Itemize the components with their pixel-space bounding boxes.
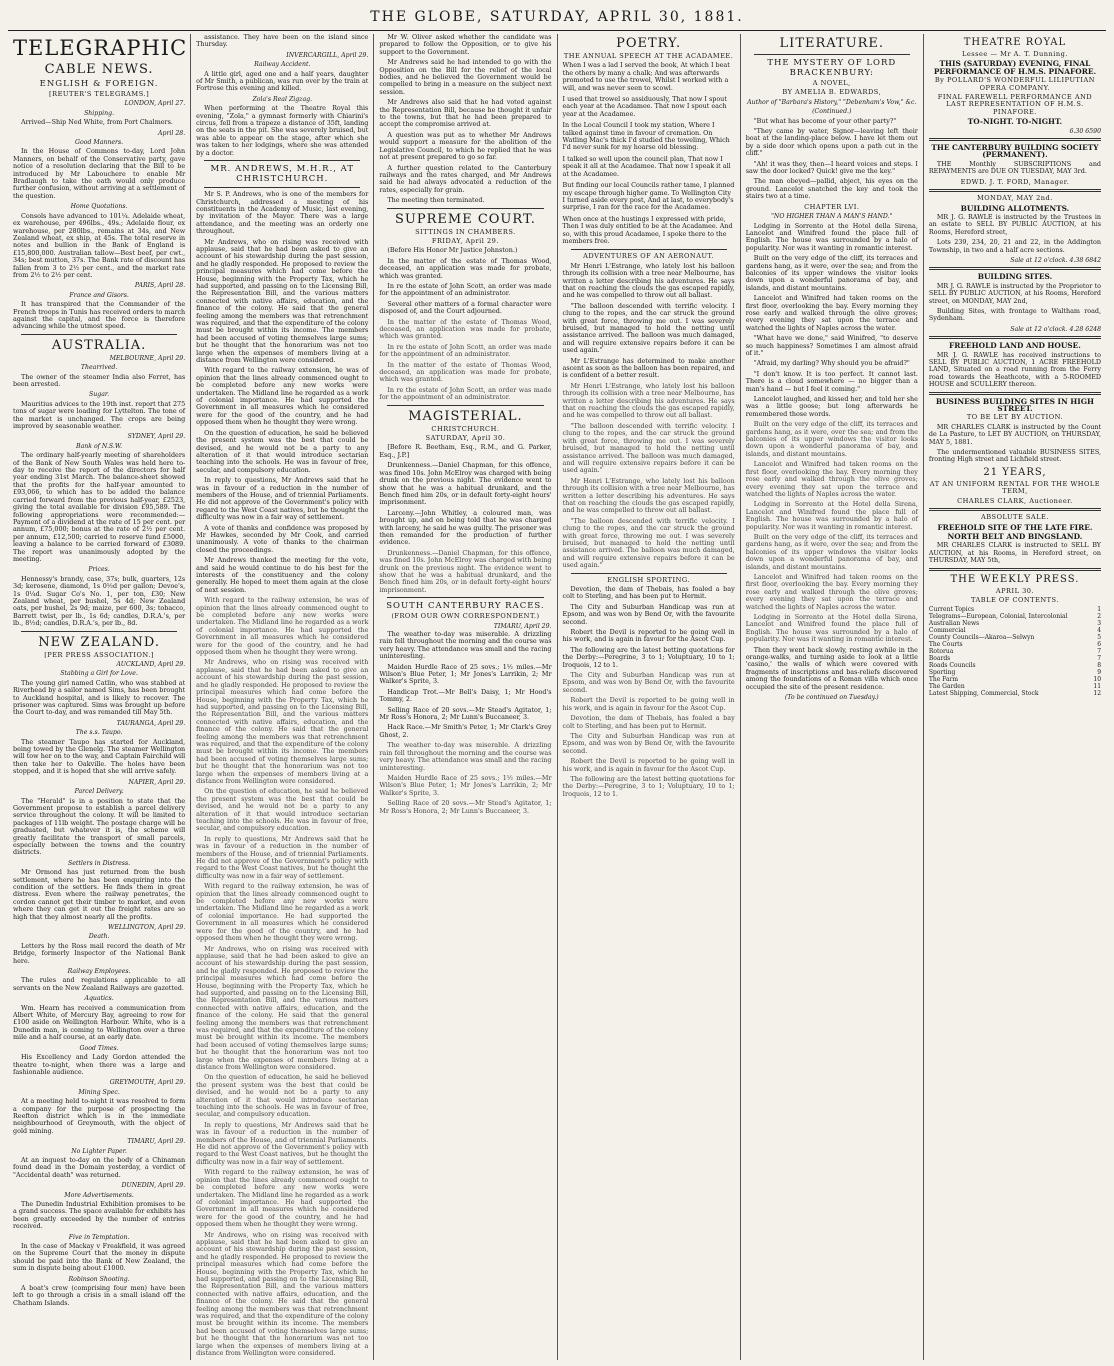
dateline: DUNEDIN, April 29. (121, 1182, 186, 1190)
subheading: Railway Employees. (67, 968, 131, 976)
toc-page: 7 (1097, 655, 1102, 663)
ad-text: MR CHARLES CLARK is instructed to SELL BY AUCTION, at his Rooms, in Hereford street, on THURSDAY, MAY 5th, (928, 541, 1102, 565)
article-text: Mr Andrews, who on rising was received with applause, said that he had been asked to give an account of his stewardship during the past session, and he gladly responded. He proposed to review the principal measures which had come before the House, beginning with the Property Tax, which he had supported, and passing on to the Licensing Bill, the Representation Bill, and the various matters connected with native affairs, education, and the finance of the colony. He said that the general feeling among the members was that retrenchment was required, and that the expenditure of the colony must be brought within its income. The members had been accused of voting themselves large sums; but he thought that the honorarium was not too large when the expenses of members living at a distance from Wellington were considered. (196, 658, 369, 785)
dateline: GREYMOUTH, April 29. (109, 1079, 186, 1087)
article-text: Mr Andrews thanked the meeting for the vote, and said he would continue to do his best for the interests of the constituency and the colony generally. He hoped to meet them again at the close of next session. (196, 556, 369, 594)
article-text: In re the estate of John Scott, an order was made for the appointment of an administrator. (379, 342, 552, 359)
toc-row (929, 655, 1101, 662)
article-text: In reply to questions, Mr Andrews said that he was in favour of a reduction in the number of members of the House, and of triennial Parliaments. He did not approve of the Government's policy with regard to the West Coast natives, but he thought the difficulty was now in a fair way of settlement. (196, 834, 369, 880)
poem-stanza: In the Local Council I took my station, Where I talked against time in favour of cremation. On Watling Mac's thick I'd studied the toweling, Which I'd never sunk for my hoarse old blessing. (562, 121, 730, 152)
article-text: In reply to questions, Mr Andrews said that he was in favour of a reduction in the number of members of the House, and of triennial Parliaments. He did not approve of the Government's policy with regard to the West Coast natives, but he thought the difficulty was now in a fair way of settlement. (196, 1120, 369, 1166)
article-text: In the case of Mackay v Freakfield, it was agreed on the Supreme Court that the money in dispute should be paid into the Bank of New Zealand, the sum in dispute being about £1000. (13, 1242, 186, 1273)
ad-text: TO-NIGHT. TO-NIGHT. (967, 117, 1063, 127)
toc-page: 5 (1097, 634, 1102, 642)
dateline: TIMARU, April 29. (127, 1138, 186, 1146)
toc-row (929, 627, 1101, 634)
article-text: In reply to questions, Mr Andrews said that he was in favour of a reduction in the number of members of the House, and of triennial Parliaments. He did not approve of the Government's policy with regard to the West Coast natives, but he thought the difficulty was now in a fair way of settlement. (196, 476, 369, 522)
subheading: Good Times. (79, 1044, 119, 1052)
subheading: Railway Accident. (254, 61, 311, 69)
article-text: Larceny.—John Whitley, a coloured man, was brought up, and on being told that he was charged with larceny, he said he was guilty. The prisoner was then remanded for the production of further evidence. (379, 508, 552, 547)
subheading: Prices. (88, 566, 110, 574)
subheading: Home Quotations. (70, 203, 128, 211)
chapter-heading: CHAPTER LVI. (804, 202, 860, 211)
section-heading: SUPREME COURT. (395, 211, 536, 227)
article-heading: MR. ANDREWS, M.H.R., AT CHRISTCHURCH. (210, 164, 355, 185)
section-heading: NEW ZEALAND. (38, 634, 160, 650)
section-heading: MAGISTERIAL. (408, 408, 523, 424)
article-text: With regard to the railway extension, he was of opinion that the lines already commenced ought to be completed before any new works were undertaken. The Midland line he regarded as a work of colonial importance. He had supported the Government in all measures which he considered were for the good of the country, and he had opposed them when he thought they were wrong. (196, 366, 369, 427)
toc-entry: Telegrams—European, Colonial, Intercolonial (928, 613, 1068, 621)
toc-page: 9 (1097, 669, 1102, 677)
ad-ref: 6.30 6590 (1069, 127, 1102, 135)
novel-subtitle: A NOVEL, (812, 79, 851, 87)
toc-row (929, 613, 1101, 620)
toc-entry: Sporting (928, 669, 956, 677)
toc-page: 12 (1093, 690, 1102, 698)
article-text: Mr Ormond has just returned from the bush settlement, where he has been enquiring into the condition of the settlers. He finds them in great distress. Even where the railway penetrates, the cordon cannot get their timber to market, and even where they can get it out the freight rates are so high that they almost nearly all the profits. (13, 868, 186, 921)
toc-row (929, 669, 1101, 676)
ad-text: MR CHARLES CLARK is instructed by the Count de La Pasture, to LET BY AUCTION, on THURSDAY, MAY 5, 1881. (928, 422, 1102, 446)
article-text: Mr L'Estrange has determined to make another ascent as soon as the balloon has been repaired, and is confident of a better result. (562, 356, 735, 380)
ad-title: FREEHOLD SITE OF THE LATE FIRE. (937, 522, 1093, 532)
subheading: Mining Spec. (78, 1088, 120, 1096)
ad-text: EDWD. J. T. FORD, Manager. (960, 177, 1070, 186)
column-literature (740, 34, 923, 1360)
article-text: The City and Suburban Handicap was run at Epsom, and was won by Bend Or, with the favourite second. (562, 602, 735, 626)
article-text: Hennessy's brandy, case, 37s; bulk, quarters, 12s 3d; kerosene, diamond, 1s 0½d per gallon; Devoe's, 1s 0¼d. Sugar Co's No. 1, per ton, £30; New Zealand wheat, per bushel, 5s 4d; New Zealand oats, per bushel, 2s 9d; maize, per 600, 3s; tobacco, Barrett twist, per lb., 1s 6d; candles, D.R.A.'s, per lb., 8½d; candles, D.R.A.'s, per lb., 8d. (13, 574, 186, 628)
column-court-news (373, 34, 556, 1360)
author-credit: Author of "Barbara's History," "Debenham's Vow," &c. (747, 98, 917, 106)
ad-text: MR J. G. RAWLE has received instructions to SELL BY PUBLIC AUCTION, 1 ACRE FREEHOLD LAND, Situated on a road running from the Ferry road towards the Heathcote, with a 5-ROOMED HOUSE and SCULLERY thereon. (928, 350, 1102, 389)
article-text: The weather to-day was miserable. A drizzling rain fell throughout the morning and the course was very heavy. The attendance was small and the racing uninteresting. (379, 741, 552, 772)
article-text: It has transpired that the Commander of the French troops in Tunis has received orders to march against the capital, and the force is therefore advancing while the utmost speed. (13, 300, 186, 331)
subheading: No Lighter Paper. (71, 1147, 127, 1155)
article-text: Lodging in Sorrento at the Hotel della Sirena, Lancelot and Winifred found the place full of English. The house was surrounded by a halo of popularity. Nor was it wanting in romantic interest. (745, 613, 918, 644)
dateline: April 28. (158, 129, 186, 137)
subheading: Aquatics. (84, 995, 114, 1003)
toc-entry: Current Topics (928, 606, 975, 614)
subheading: Five in Temptation. (68, 1233, 130, 1241)
column-news-continued (190, 34, 373, 1360)
toc-row (929, 676, 1101, 683)
article-text: Consols have advanced to 101¼. Adelaide wheat, ex warehouse, per 496lbs., 49s.; Adelaide flour, ex warehouse, per 280lbs., remains at 34s, and New Zealand wheat, ex ship, at 45s. The total reserve in notes and bullion in the Bank of England is £15,800,000. Australian tallow—Best beef, per cwt., 34s; best mutton, 37s. The Bank rate of discount has fallen from 3 to 2½ per cent., and the market rate from 2½ to 2½ per cent. (13, 211, 186, 279)
article-text: Hack Race.—Mr Smith's Peter, 1; Mr Clark's Grey Ghost, 2. (379, 723, 552, 739)
ad-text: Lessee — Mr A. T. Dunning. (961, 50, 1068, 58)
dateline: WELLINGTON, April 29. (107, 924, 186, 931)
toc-row (929, 634, 1101, 641)
to-be-continued: (To be continued on Tuesday.) (784, 694, 879, 702)
toc-page: 4 (1097, 627, 1102, 635)
article-text: The following are the latest betting quotations for the Derby:—Peregrine, 3 to 1; Voluptuary, 10 to 1; Iroquois, 12 to 1. (562, 645, 735, 669)
toc-entry: The Garden (928, 683, 965, 691)
ad-text: TABLE OF CONTENTS. (970, 595, 1059, 604)
toc-row (929, 683, 1101, 690)
dateline: AUCKLAND, April 29. (116, 661, 186, 668)
section-heading: AUSTRALIA. (51, 337, 147, 353)
article-text: Mr Henri L'Estrange, who lately lost his balloon through its collision with a tree near Melbourne, has written a letter describing his adventures. He says that on reaching the clouds the gas escaped rapidly, and he was compelled to throw out all ballast. (562, 381, 735, 420)
article-text: Lancelot and Winifred had taken rooms on the first floor, overlooking the bay. Every morning they rose early and walked through the olive groves; every evening they sat upon the terrace and watched the lights of Naples across the water. (745, 572, 918, 611)
article-text: Mr Andrews said he had intended to go with the Opposition on the Bill for the relief of the local bodies, and he believed the Government would be compelled to bring in a measure on the subject next session. (379, 58, 552, 96)
masthead: THE GLOBE, SATURDAY, APRIL 30, 1881. (8, 4, 1106, 31)
subheading: Shipping. (84, 109, 115, 117)
toc-row (929, 641, 1101, 648)
ad-text: Building Sites, with frontage to Waltham road, Sydenham. (928, 306, 1102, 323)
article-text: Handicap Trot.—Mr Bell's Daisy, 1; Mr Hood's Tommy, 2. (379, 687, 552, 704)
ad-text: MR J. G. RAWLE is instructed by the Proprietor to SELL BY PUBLIC AUCTION, at his Rooms, Hereford street, on MONDAY, MAY 2nd, (928, 281, 1102, 305)
article-text: In the matter of the estate of Thomas Wood, deceased, an application was made for probate, which was granted. (379, 317, 552, 341)
article-text: On the question of education, he said he believed the present system was the best that could be devised, and he would not be a party to any alteration of it that would introduce sectarian teaching into the schools. He was in favour of free, secular, and compulsory education. (196, 787, 369, 833)
toc-page: 7 (1097, 648, 1102, 656)
section-heading: LITERATURE. (779, 36, 884, 51)
article-text: On the question of education, he said he believed the present system was the best that could be devised, and he would not be a party to any alteration of it that would introduce sectarian teaching into the schools. He was in favour of free, secular, and compulsory education. (196, 428, 369, 474)
article-text: The City and Suburban Handicap was run at Epsom, and was won by Bend Or, with the favourite second. (562, 671, 735, 694)
toc-entry: Commercial (928, 627, 966, 635)
article-text: Mr W. Oliver asked whether the candidate was prepared to follow the Opposition, or to give his support to the Government. (379, 34, 552, 56)
novel-author: BY AMELIA B. EDWARDS, (782, 88, 882, 97)
article-text: On the question of education, he said he believed the present system was the best that could be devised, and he would not be a party to any alteration of it that would introduce sectarian teaching into the schools. He was in favour of free, secular, and compulsory education. (196, 1073, 369, 1119)
ad-text: The undermentioned valuable BUSINESS SITES, fronting High street and Lichfield street. (928, 448, 1102, 464)
table-of-contents (929, 606, 1101, 697)
article-heading: ADVENTURES OF AN AERONAUT. (583, 252, 715, 261)
article-text: In the matter of the estate of Thomas Wood, deceased, an application was made for probate, which was granted. (379, 360, 552, 384)
ad-text: APRIL 30. (995, 586, 1035, 595)
ad-text: AT AN UNIFORM RENTAL FOR THE WHOLE TERM, (929, 479, 1101, 496)
subheading: Settlers in Distress. (68, 859, 131, 867)
article-text: Maiden Hurdle Race of 25 sovs.; 1½ miles.—Mr Wilson's Blue Peter, 1; Mr Jones's Larrikin, 2; Mr Walker's Sprite, 3. (379, 662, 552, 686)
chapter-subtitle: "NO HIGHER THAN A MAN'S HAND." (771, 213, 893, 221)
toc-entry: Latest Shipping, Commercial, Stock (928, 690, 1039, 698)
column-telegraphic (8, 34, 190, 1360)
article-text: With regard to the railway extension, he was of opinion that the lines already commenced ought to be completed before any new works were undertaken. The Midland line he regarded as a work of colonial importance. He had supported the Government in all measures which he considered were for the good of the country, and he had opposed them when he thought they were wrong. (196, 1168, 369, 1229)
ad-text: TO BE LET BY AUCTION. (966, 413, 1064, 422)
ad-heading: THE CANTERBURY BUILDING SOCIETY (PERMANENT). (931, 143, 1099, 160)
article-text: Built on the very edge of the cliff, its terraces and gardens hang, as it were, over the sea; and from the balconies of its upper windows the visitor looks down upon a wonderful panorama of bay, and islands, and distant mountains. (745, 532, 918, 571)
article-text: The following are the latest betting quotations for the Derby:—Peregrine, 3 to 1; Voluptuary, 10 to 1; Iroquois, 12 to 1. (562, 774, 735, 798)
article-text: His Excellency and Lady Gordon attended the theatre to-night, when there was a large and fashionable audience. (13, 1053, 186, 1076)
article-text: At an inquest to-day on the body of a Chinaman found dead in the Domain yesterday, a verdict of "Accidental death" was returned. (13, 1155, 186, 1179)
article-text: The owner of the steamer India also Ferret, has been arrested. (13, 372, 186, 388)
novel-title: THE MYSTERY OF LORD BRACKENBURY: (767, 58, 897, 78)
ad-title: FREEHOLD LAND AND HOUSE. (949, 341, 1081, 351)
article-text: "They came by water, Signor—leaving left their boat at the landing-place below. I have let them out by a side door which opens upon a path cut in the cliff." (745, 127, 918, 158)
subheading: Thearrived. (80, 364, 118, 372)
ad-text: THIS (SATURDAY) EVENING, FINAL PERFORMANCE OF H.M.S. PINAFORE. (933, 59, 1097, 76)
article-text: Wm. Hearn has received a communication from Albert White, of Mercury Bay, agreeing to row for £100 aside on Wellington Harbour. White, who is a Dunedin man, is coming to Wellington over a three mile and a half course, at an early date. (13, 1003, 186, 1042)
ad-heading: ABSOLUTE SALE. (980, 513, 1049, 522)
toc-row (929, 648, 1101, 655)
section-heading: POETRY. (616, 36, 682, 51)
toc-row (929, 662, 1101, 669)
toc-page: 1 (1097, 606, 1102, 614)
article-text: The young girl named Catlin, who was stabbed at Riverhead by a sailor named Sims, has been brought to Auckland hospital, and is likely to recover. The prisoner was captured. Sims was brought up before the Court to-day, and was remanded till May 5th. (13, 678, 186, 717)
article-text: Robert the Devil is reported to be going well in his work, and is again in favour for the Ascot Cup. (562, 757, 735, 773)
article-text: "The balloon descended with terrific velocity. I clung to the ropes, and the car struck the ground with great force, throwing me out. I was severely bruised, but managed to hold the netting until assistance arrived. The balloon was much damaged, and will require extensive repairs before it can be used again." (562, 421, 735, 475)
article-text: With regard to the railway extension, he was of opinion that the lines already commenced ought to be completed before any new works were undertaken. The Midland line he regarded as a work of colonial importance. He had supported the Government in all measures which he considered were for the good of the country, and he had opposed them when he thought they were wrong. (196, 596, 369, 657)
continued-note: (Continued.) (812, 108, 852, 116)
subheading: Bank of N.S.W. (76, 442, 123, 450)
toc-entry: Boards (928, 655, 951, 663)
article-text: Mr Andrews, who on rising was received with applause, said that he had been asked to give an account of his stewardship during the past session, and he gladly responded. He proposed to review the principal measures which had come before the House, beginning with the Property Tax, which he had supported, and passing on to the Licensing Bill, the Representation Bill, and the various matters connected with native affairs, education, and the finance of the colony. He said that the general feeling among the members was that retrenchment was required, and that the expenditure of the colony must be brought within its income. The members had been accused of voting themselves large sums; but he thought that the honorarium was not too large when the expenses of members living at a distance from Wellington were considered. (196, 1230, 369, 1358)
article-text: The rules and regulations applicable to all servants on the New Zealand Railways are gazetted. (13, 976, 186, 992)
toc-row (929, 620, 1101, 627)
subheading: (FROM OUR OWN CORRESPONDENT.) (391, 612, 540, 621)
toc-row (929, 690, 1101, 697)
article-text: Mr Henri L'Estrange, who lately lost his balloon through its collision with a tree near Melbourne, has written a letter describing his adventures. He says that on reaching the clouds the gas escaped rapidly, and he was compelled to throw out all ballast. (562, 261, 735, 300)
article-text: Arrived—Ship Ned White, from Port Chalmers. (21, 118, 173, 127)
article-text: In re the estate of John Scott, an order was made for the appointment of an administrator. (379, 281, 552, 298)
article-text: Lodging in Sorrento at the Hotel della Sirena, Lancelot and Winifred found the place full of English. The house was surrounded by a halo of popularity. Nor was it wanting in romantic interest. (745, 500, 918, 531)
article-text: "The balloon descended with terrific velocity. I clung to the ropes, and the car struck the ground with great force, throwing me out. I was severely bruised, but managed to hold the netting until assistance arrived. The balloon was much damaged, and will require extensive repairs before it can be used again." (562, 516, 735, 570)
article-text: In the House of Commons to-day, Lord John Manners, on behalf of the Conservative party, gave notice of a resolution declaring that the Bill to be introduced by Mr Labouchere to enable Mr Bradlaugh to take the oath would only produce further confusion, without arriving at a settlement of the question. (13, 147, 186, 200)
article-text: A further question related to the Canterbury railways and the rates charged, and Mr Andrews said he had always advocated a reduction of the rates, especially for grain. (379, 163, 552, 194)
poem-title: THE ANNUAL SPEECH AT THE ACADAMEE. (563, 52, 734, 60)
article-text: In re the estate of John Scott, an order was made for the appointment of an administrator. (379, 385, 552, 402)
toc-entry: The Courts (928, 641, 963, 649)
article-text: Mr Henri L'Estrange, who lately lost his balloon through its collision with a tree near Melbourne, has written a letter describing his adventures. He says that on reaching the clouds the gas escaped rapidly, and he was compelled to throw out all ballast. (562, 476, 735, 515)
poem (563, 62, 735, 245)
article-text: Selling Race of 20 sovs.—Mr Stead's Agitator, 1; Mr Ross's Honora, 2; Mr Lunn's Buccaneer, 3. (379, 799, 552, 815)
article-text: Built on the very edge of the cliff, its terraces and gardens hang, as it were, over the sea; and from the balconies of its upper windows the visitor looks down upon a wonderful panorama of bay, and islands, and distant mountains. (745, 254, 918, 292)
article-heading: ENGLISH SPORTING. (607, 575, 690, 584)
poem-stanza: I talked so well upon the council plan, That now I speak it all at the Acadamee. That now I speak it all at the Acadamee. (562, 154, 731, 178)
ad-title: BUSINESS BUILDING SITES IN HIGH STREET. (935, 396, 1095, 414)
article-text: At a meeting held to-night it was resolved to form a company for the purpose of prospecting the Reefton district which is in the immediate neighbourhood of Greymouth, with the object of gold mining. (13, 1097, 186, 1135)
toc-entry: The Farm (928, 676, 959, 684)
article-text: With regard to the railway extension, he was of opinion that the lines already commenced ought to be completed before any new works were undertaken. The Midland line he regarded as a work of colonial importance. He had supported the Government in all measures which he considered were for the good of the country, and he had opposed them when he thought they were wrong. (196, 882, 369, 943)
article-text: Lancelot and Winifred had taken rooms on the first floor, overlooking the bay. Every morning they rose early and walked through the olive groves; every evening they sat upon the terrace and watched the lights of Naples across the water. (745, 460, 918, 498)
ad-text: CHARLES CLARK, Auctioneer. (957, 496, 1073, 505)
toc-page: 8 (1097, 662, 1102, 670)
article-text: The steamer Taupo has started for Auckland, being towed by the Glenelg. The steamer Wellington will tow her on to the way, and Captain Fairchild will then take her to Oakville. The holes have been stopped, and it is hoped that she will arrive safely. (13, 737, 186, 776)
article-text: Several other matters of a formal character were disposed of, and the Court adjourned. (379, 299, 552, 316)
article-text: "What have we done," said Winifred, "to deserve so much happiness? Sometimes I am almost afraid of it." (745, 334, 918, 357)
subheading: Good Manners. (75, 139, 124, 147)
toc-page: 6 (1097, 641, 1102, 649)
article-text: (Before His Honor Mr Justice Johnston.) (387, 246, 518, 255)
article-text: A little girl, aged one and a half years, daughter of Mr Smith, a publican, was run over by the train at Fortrose this evening and killed. (196, 69, 369, 93)
article-text: In the matter of the estate of Thomas Wood, deceased, an application was made for probate, which was granted. (379, 256, 552, 280)
ad-lease-term: 21 YEARS, (983, 466, 1047, 478)
toc-entry: Roads Councils (928, 662, 976, 670)
article-text: Mr S. P. Andrews, who is one of the members for Christchurch, addressed a meeting of his constituents in the Academy of Music, last evening, by invitation of the Mayor. There was a large attendance, and the meeting was an orderly one throughout. (196, 190, 369, 236)
article-text: The weather to-day was miserable. A drizzling rain fell throughout the morning and the course was very heavy. The attendance was small and the racing uninteresting. (379, 630, 552, 661)
ad-heading: THE WEEKLY PRESS. (950, 573, 1080, 585)
article-text: The man obeyed—pallid, abject, his eyes on the ground. Lancelot snatched the key and took the stairs two at a time. (745, 177, 918, 201)
poem-stanza: When once at the hustings I expressed with pride, Then I was duly entitled to be at the Acadamee. And so, with this proud Acadamee, I spoke there to the members free. (562, 214, 733, 245)
article-text: Then they went back slowly, resting awhile in the orange-walks, and turning aside to look at a little 'casino,' the walls of which were covered with fragments of inscriptions and bas-reliefs discovered among the foundations of a Roman villa which once occupied the site of the present residence. (745, 645, 918, 691)
article-text: Lancelot and Winifred had taken rooms on the first floor, overlooking the bay. Every morning they rose early and walked through the olive groves; every evening they sat upon the terrace and watched the lights of Naples across the water. (745, 294, 918, 332)
article-text: When performing at the Theatre Royal this evening, "Zola," a gymnast formerly with Chiarini's circus, fell from a trapeze a distance of 35ft, landing on the seats in the pit. She was severely bruised, but was able to appear on the stage, after which she was taken to her lodgings, where she was attended by a doctor. (196, 104, 369, 157)
article-text: [Before R. Beetham, Esq., R.M., and G. Parker, Esq., J.P.] (379, 443, 552, 459)
toc-page: 11 (1093, 683, 1102, 691)
toc-entry: Rotorua (928, 648, 954, 656)
dateline: NAPIER, April 29. (128, 778, 186, 786)
section-heading: ENGLISH & FOREIGN. (39, 79, 159, 89)
article-text: Robert the Devil is reported to be going well in his work, and is again in favour for the Ascot Cup. (562, 628, 735, 644)
toc-row (929, 606, 1101, 613)
ad-heading: MONDAY, MAY 2nd. (977, 194, 1053, 203)
ad-title: BUILDING ALLOTMENTS. (960, 203, 1070, 213)
article-text: The Dunedin Industrial Exhibition promises to be a grand success. The space available for exhibits has been greatly exceeded by the number of entries received. (13, 1200, 186, 1231)
toc-entry: County Councils—Akaroa—Selwyn (928, 634, 1035, 642)
column-advertisements (923, 34, 1106, 1360)
article-text: Mr Andrews, who on rising was received with applause, said that he had been asked to give an account of his stewardship during the past session, and he gladly responded. He proposed to review the principal measures which had come before the House, beginning with the Property Tax, which he had supported, and passing on to the Licensing Bill, the Representation Bill, and the various matters connected with native affairs, education, and the finance of the colony. He said that the general feeling among the members was that retrenchment was required, and that the expenditure of the colony must be brought within its income. The members had been accused of voting themselves large sums; but he thought that the honorarium was not too large when the expenses of members living at a distance from Wellington were considered. (196, 237, 369, 365)
article-text: The City and Suburban Handicap was run at Epsom, and was won by Bend Or, with the favourite second. (562, 731, 735, 755)
date-line: FRIDAY, April 29. (431, 236, 499, 245)
section-heading: CABLE NEWS. (44, 62, 154, 77)
article-text: Devotion, the dam of Thebais, has foaled a bay colt to Sterling, and has been put to Hermit. (562, 585, 735, 601)
article-text: Lodging in Sorrento at the Hotel della Sirena, Lancelot and Winifred found the place full of English. The house was surrounded by a halo of popularity. Nor was it wanting in romantic interest. (745, 221, 918, 252)
article-text: A vote of thanks and confidence was proposed by Mr Hawkes, seconded by Mr Cook, and carried unanimously. A vote of thanks to the chairman closed the proceedings. (196, 523, 369, 554)
article-text: Letters by the Ross mail record the death of Mr Bridge, formerly Inspector of the National Bank here. (13, 941, 186, 965)
ad-title: NORTH BELT AND BINGSLAND. (947, 531, 1083, 541)
article-text: "The balloon descended with terrific velocity. I clung to the ropes, and the car struck the ground with great force, throwing me out. I was severely bruised, but managed to hold the netting until assistance arrived. The balloon was much damaged, and will require extensive repairs before it can be used again." (562, 301, 735, 355)
ad-text: Lots 239, 234, 20, 21 and 22, in the Addington Township, in two and a half acre sections. (928, 238, 1102, 254)
ad-text: FINAL FAREWELL PERFORMANCE AND LAST REPRESENTATION OF H.M.S. PINAFORE. (937, 93, 1093, 116)
toc-page: 2 (1097, 613, 1102, 621)
article-text: Maiden Hurdle Race of 25 sovs.; 1½ miles.—Mr Wilson's Blue Peter, 1; Mr Jones's Larrikin, 2; Mr Walker's Sprite, 3. (379, 773, 552, 797)
article-text: Devotion, the dam of Thebais, has foaled a bay colt to Sterling, and has been put to Hermit. (562, 714, 735, 730)
subheading: More Advertisements. (64, 1191, 134, 1199)
ad-heading: THEATRE ROYAL (963, 37, 1067, 48)
article-text: Mr Andrews, who on rising was received with applause, said that he had been asked to give an account of his stewardship during the past session, and he gladly responded. He proposed to review the principal measures which had come before the House, beginning with the Property Tax, which he had supported, and passing on to the Licensing Bill, the Representation Bill, and the various matters connected with native affairs, education, and the finance of the colony. He said that the general feeling among the members was that retrenchment was required, and that the expenditure of the colony must be brought within its income. The members had been accused of voting themselves large sums; but he thought that the honorarium was not too large when the expenses of members living at a distance from Wellington were considered. (196, 944, 369, 1071)
subheading: Death. (88, 933, 110, 941)
subheading: SITTINGS IN CHAMBERS. (415, 227, 516, 236)
dateline: TIMARU, April 29. (493, 622, 552, 630)
poem-stanza: But finding our local Councils rather tame, I planned my escape through higher game. To Wellington City I turned aside every post, And at last, to everybody's surprise, I ran for the race for the Acadamee. (562, 181, 735, 212)
article-text: The meeting then terminated. (387, 196, 485, 205)
subheading: Robinson Shooting. (68, 1275, 130, 1283)
article-text: The "Herald" is in a position to state that the Government propose to establish a parcel delivery service throughout the colony. It will be limited to packages of 11lb weight. The postage charge will be graduated, but whatever it is, the scheme will greatly facilitate the transport of small parcels, especially between the towns and the country districts. (13, 796, 186, 857)
ad-title: BUILDING SITES. (977, 272, 1053, 282)
subheading: Parcel Delivery. (74, 788, 124, 796)
article-text: Selling Race of 20 sovs.—Mr Stead's Agitator, 1; Mr Ross's Honora, 2; Mr Lunn's Buccaneer, 3. (379, 705, 552, 722)
date-line: SATURDAY, April 30. (425, 434, 506, 443)
dateline: PARIS, April 28. (134, 282, 186, 290)
dateline: TAURANGA, April 29. (116, 719, 186, 727)
agency-credit: [REUTER'S TELEGRAMS.] (49, 90, 150, 98)
subheading: Zola's Real Zigzag. (252, 95, 313, 103)
poem-stanza: I used that trowel so assiduously, That now I spout each year at the Acadamee. That now I spout each year at the Acadamee. (562, 95, 727, 118)
article-text: Drunkenness.—Daniel Chapman, for this offence, was fined 10s. John McElroy was charged with being drunk on the previous night. The evidence went to show that he was a habitual drunkard, and the Bench fined him 20s, or in default forty-eight hours' imprisonment. (379, 548, 552, 594)
dateline: SYDNEY, April 29. (127, 433, 186, 441)
subheading: France and Gisors. (69, 291, 129, 299)
section-heading: SOUTH CANTERBURY RACES. (386, 601, 545, 612)
article-text: assistance. They have been on the island since Thursday. (196, 34, 369, 49)
article-text: "But what has become of your other party?" (753, 116, 897, 125)
article-text: Mr Andrews also said that he had voted against the Representation Bill, because he thought it unfair to the towns, but that he had been prepared to accept the compromise arrived at. (379, 98, 552, 129)
ad-text: THE Monthly SUBSCRIPTIONS and REPAYMENTS are DUE ON TUESDAY, MAY 3rd. (928, 159, 1102, 176)
article-text: Drunkenness.—Daniel Chapman, for this offence, was fined 10s. John McElroy was charged with being drunk on the previous night. The evidence went to show that he was a habitual drunkard, and the Bench fined him 20s, or in default forty-eight hours' imprisonment. (379, 461, 552, 507)
agency-credit: [PER PRESS ASSOCIATION.] (44, 650, 154, 659)
article-text: Robert the Devil is reported to be going well in his work, and is again in favour for the Ascot Cup. (562, 696, 735, 712)
subheading: The s.s. Taupo. (75, 729, 123, 737)
ad-ref: Sale at 12 o'clock. 4.38 6842 (1010, 256, 1102, 264)
dateline: MELBOURNE, April 29. (109, 354, 186, 362)
article-text: "I don't know. It is too perfect. It cannot last. There is a cloud somewhere — no bigger than a man's hand — but I feel it coming." (745, 369, 918, 393)
dateline: INVERCARGILL, April 29. (286, 51, 369, 59)
subheading: CHRISTCHURCH. (431, 424, 500, 433)
column-poetry (557, 34, 740, 1360)
toc-page: 3 (1097, 620, 1102, 628)
article-text: The ordinary half-yearly meeting of shareholders of the Bank of New South Wales was held here to-day to receive the report of the directors for half year ending 31st March. The balance-sheet showed that the profits for the half-year amounted to £93,066, to which has to be added the balance carried forward from the previous half-year, £2523, giving the total available for division £95,589. The following appropriations were recommended:—Payment of a dividend at the rate of 15 per cent. per annum, £75,000; bonus at the rate of 2½ per cent. per annum, £12,500; carried to reserve fund £5000, leaving a balance to be carried forward of £3089. The report was unanimously adopted by the meeting. (13, 451, 186, 563)
article-text: Lancelot laughed, and kissed her, and told her she was a little goose; but long afterwards he remembered those words. (745, 395, 918, 418)
toc-entry: Australian News (928, 620, 980, 628)
toc-page: 10 (1093, 676, 1102, 684)
subheading: Stabbing a Girl for Love. (60, 670, 138, 678)
subheading: Sugar. (89, 391, 110, 399)
article-text: Built on the very edge of the cliff, its terraces and gardens hang, as it were, over the sea; and from the balconies of its upper windows the visitor looks down upon a wonderful panorama of bay, and islands, and distant mountains. (745, 420, 918, 458)
ad-text: MR J. G. RAWLE is instructed by the Trustees in an estate to SELL BY PUBLIC AUCTION, at his Rooms, Hereford street, (928, 212, 1102, 236)
article-text: A boat's crew (comprising four men) have been left to go through a crisis in a small island off the Chatham Islands. (13, 1284, 186, 1307)
article-text: "Ah! it was they, then—I heard voices and steps. I saw the door locked? Quick! give me the key." (745, 159, 918, 176)
dateline: LONDON, April 27. (124, 100, 186, 108)
ad-ref: Sale at 12 o'clock. 4.28 6248 (1010, 325, 1102, 333)
section-heading: TELEGRAPHIC (13, 36, 188, 60)
ad-text: By POLLARD'S WONDERFUL LILIPUTIAN OPERA COMPANY. (934, 76, 1096, 92)
newspaper-columns (8, 34, 1106, 1360)
article-text: Mauritius advices to the 19th inst. report that 275 tons of sugar were loading for Lyttelton. The tone of the market is unchanged. The crops are being improved by seasonable weather. (13, 399, 186, 431)
article-text: A question was put as to whether Mr Andrews would support a measure for the abolition of the Legislative Council, to which he replied that he was not at present prepared to go so far. (379, 130, 552, 162)
poem-stanza: When I was a lad I served the book, At which I beat the others by many a chalk; And was afterwards promoted to use the trowel, Whilst I worked with a will, and was never seen to scowl. (562, 61, 730, 92)
article-text: "Afraid, my darling? Why should you be afraid?" (753, 359, 910, 368)
